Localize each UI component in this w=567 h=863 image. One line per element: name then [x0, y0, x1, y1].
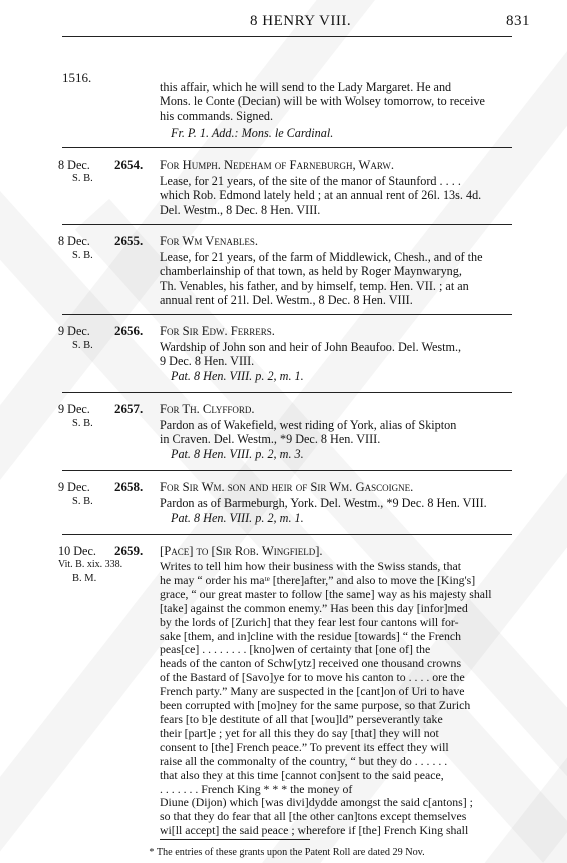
text-line: Writes to tell him how their business with the Swiss stands, that — [160, 559, 461, 573]
text-line: fears [to b]e destitute of all that [wou]ld” perseverantly take — [160, 711, 443, 726]
text-line: chamberlainship of that town, as held by Roger Maynwaryng, — [160, 264, 462, 279]
text-line: Lease, for 21 years, of the site of the manor of Staunford . . . . — [160, 174, 461, 188]
entry-body — [160, 340, 512, 369]
entry-source: S. B. — [72, 496, 93, 507]
text-line: Pardon as of Barmeburgh, York. Del. Westm., *9 Dec. 8 Hen. VIII. — [160, 496, 487, 510]
text-line: annual rent of 21l. Del. Westm., 8 Dec. 8 Hen. VIII. — [160, 293, 413, 308]
text-line: Mons. le Conte (Decian) will be with Wolsey tomorrow, to receive — [160, 94, 485, 109]
entry-title: For Wm Venables. — [160, 234, 258, 248]
page-header — [0, 10, 567, 34]
year-marker: 1516. — [62, 70, 92, 85]
entry-date: 8 Dec. — [58, 158, 90, 172]
entry-source: S. B. — [72, 173, 93, 184]
text-line: this affair, which he will send to the Lady Margaret. He and — [160, 80, 452, 94]
section-rule — [62, 314, 512, 315]
text-line: by the lords of [Zurich] that they fear lest four cantons will for- — [160, 614, 459, 629]
text-line: of the Bastard of [Savo]ye for to move his canton to . . . . ore the — [160, 670, 465, 685]
entry-source: S. B. — [72, 250, 93, 261]
entry-title: For Th. Clyfford. — [160, 402, 255, 416]
entry-title: For Sir Edw. Ferrers. — [160, 324, 275, 338]
text-line: in Craven. Del. Westm., *9 Dec. 8 Hen. VIII. — [160, 432, 381, 447]
text-line: Lease, for 21 years, of the farm of Middlewick, Chesh., and of the — [160, 250, 483, 264]
entry-date: 9 Dec. — [58, 402, 90, 416]
running-title: 8 HENRY VIII. — [250, 13, 352, 29]
entry-source: B. M. — [72, 573, 97, 584]
text-line: been corrupted with [mo]ney for the same purpose, so that Zurich — [160, 698, 471, 713]
text-line: heads of the canton of Schw[ytz] received one thousand crowns — [160, 656, 462, 671]
entry-patent-reference: Pat. 8 Hen. VIII. p. 2, m. 1. — [171, 369, 304, 383]
entry-number: 2654. — [114, 157, 144, 172]
section-rule — [62, 534, 512, 535]
entry-number: 2656. — [114, 323, 144, 338]
text-line: Th. Venables, his father, and by himself, temp. Hen. VII. ; at an — [160, 278, 469, 293]
text-line: wi[ll accept] the said peace ; wherefore if [the] French King shall — [160, 823, 469, 838]
text-line: his commands. Signed. — [160, 108, 274, 123]
page-number: 831 — [506, 13, 530, 29]
text-line: [take] against the common enemy.” Has been this day [infor]med — [160, 600, 468, 615]
entry-patent-reference: Pat. 8 Hen. VIII. p. 2, m. 3. — [171, 447, 304, 461]
entry-patent-reference: Pat. 8 Hen. VIII. p. 2, m. 1. — [171, 511, 304, 525]
text-line: 9 Dec. 8 Hen. VIII. — [160, 354, 255, 369]
entry-date: 9 Dec. — [58, 480, 90, 494]
footnote-rule — [160, 839, 310, 840]
entry-source: S. B. — [72, 340, 93, 351]
section-rule — [62, 470, 512, 471]
text-line: so that they do fear that all [the other can]tons except themselves — [160, 809, 467, 824]
text-line: Del. Westm., 8 Dec. 8 Hen. VIII. — [160, 202, 321, 217]
text-line: Diune (Dijon) which [was divi]dydde amongst the said c[antons] ; — [160, 795, 473, 810]
header-rule — [62, 36, 512, 37]
entry-date: 10 Dec. — [58, 544, 96, 558]
entry-number: 2657. — [114, 401, 144, 416]
entry-body — [160, 174, 512, 217]
entry-body — [160, 560, 512, 838]
entry-title: For Sir Wm. son and heir of Sir Wm. Gascoigne. — [160, 480, 414, 494]
entry-body — [160, 418, 512, 447]
entry-title: [Pace] to [Sir Rob. Wingfield]. — [160, 544, 323, 558]
text-line: sake [them, and in]cline with the residue [towards] “ the French — [160, 628, 462, 643]
entry-body — [160, 250, 512, 308]
text-line: peas[ce] . . . . . . . . [kno]wen of certainty that [one of] the — [160, 642, 431, 657]
text-line: which Rob. Edmond lately held ; at an annual rent of 26l. 13s. 4d. — [160, 188, 482, 203]
section-rule — [62, 224, 512, 225]
text-line: that also they at this time [cannot con]sent to the said peace, — [160, 767, 444, 782]
text-line: Wardship of John son and heir of John Beaufoo. Del. Westm., — [160, 340, 462, 354]
entry-date: 8 Dec. — [58, 234, 90, 248]
entry-body — [160, 496, 512, 510]
entry-date: 9 Dec. — [58, 324, 90, 338]
text-line: . . . . . . . French King * * * the money of — [160, 781, 353, 796]
text-line: consent to [the] French peace.” To prevent its effect they will — [160, 739, 449, 754]
entry-number: 2658. — [114, 479, 144, 494]
entry-source: S. B. — [72, 418, 93, 429]
intro-text — [160, 80, 512, 123]
text-line: French party.” Many are suspected in the [cant]on of Uri to have — [160, 684, 465, 699]
text-line: Pardon as of Wakefield, west riding of York, alias of Skipton — [160, 418, 457, 432]
text-line: their [part]e ; yet for all this they do say [that] they will not — [160, 725, 439, 740]
entry-source: Vit. B. xix. 338. — [58, 559, 123, 570]
entry-number: 2659. — [114, 543, 144, 558]
intro-reference: Fr. P. 1. Add.: Mons. le Cardinal. — [171, 126, 334, 140]
section-rule — [62, 392, 512, 393]
entry-title: For Humph. Nedeham of Farneburgh, Warw. — [160, 158, 395, 172]
section-rule — [62, 147, 512, 148]
entry-number: 2655. — [114, 233, 144, 248]
text-line: he may “ order his maᵗᵉ [there]after,” and also to move the [King's] — [160, 572, 476, 587]
text-line: raise all the commonalty of the country, “ but they do . . . . . . — [160, 753, 448, 768]
text-line: grace, “ our great master to follow [the same] way as his majesty shall — [160, 586, 492, 601]
footnote: * The entries of these grants upon the Patent Roll are dated 29 Nov. — [149, 847, 425, 858]
